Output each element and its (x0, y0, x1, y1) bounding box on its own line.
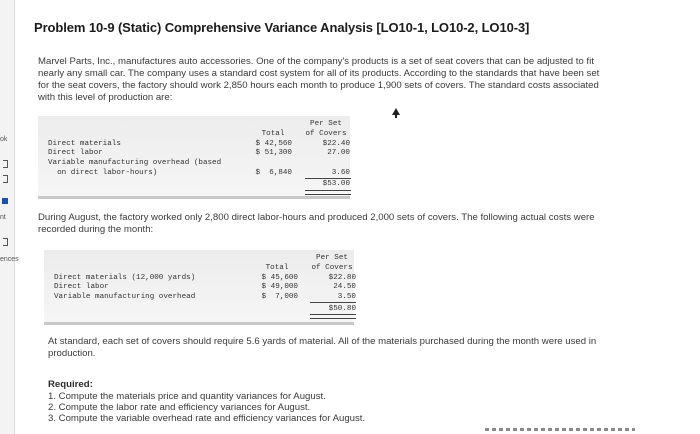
august-line: During August, the factory worked only 2,800 direct labor-hours and produced 2,000 sets of covers. The following actual costs were (38, 212, 595, 223)
sum-rule (305, 178, 351, 179)
col-header: of Covers (305, 129, 347, 138)
row-label: Direct materials (12,000 yards) (54, 273, 196, 282)
table-row (54, 293, 354, 303)
table-row (48, 140, 348, 150)
table-row (48, 159, 348, 169)
col-header: Total (265, 263, 289, 272)
sum-rule (310, 302, 356, 303)
row-label: Variable manufacturing overhead (based (48, 159, 222, 168)
page-title: Problem 10-9 (Static) Comprehensive Variance Analysis [LO10-1, LO10-2, LO10-3] (34, 20, 530, 35)
standard-note-line: production. (48, 348, 96, 359)
mouse-cursor-icon (392, 108, 400, 115)
row-total: $ 51,300 (255, 149, 292, 158)
intro-line: for the seat covers, the factory should work 2,850 hours each month to produce 1,900 sets of covers. The standard costs associated (38, 80, 599, 91)
row-per-set: 3.50 (337, 293, 356, 302)
required-heading: Required: (48, 379, 93, 390)
required-item: 2. Compute the labor rate and efficiency variances for August. (48, 402, 311, 413)
table-row (48, 169, 348, 179)
problem-page (20, 0, 692, 434)
standard-cost-table (48, 120, 348, 190)
col-header: Per Set (316, 254, 348, 262)
actual-table-divider (44, 322, 354, 325)
required-item: 1. Compute the materials price and quantity variances for August. (48, 391, 326, 402)
col-header: Per Set (310, 120, 342, 128)
double-rule (305, 190, 351, 195)
total-per-set: $53.00 (322, 179, 350, 188)
row-total: $ 45,600 (261, 273, 298, 282)
row-label: Direct materials (48, 139, 121, 148)
intro-line: with this level of production are: (38, 92, 173, 103)
rail-label-2[interactable]: nt (0, 214, 6, 221)
august-line: recorded during the month: (38, 224, 154, 235)
actual-cost-table (54, 254, 354, 315)
total-per-set: $50.80 (328, 304, 356, 313)
row-per-set: $22.40 (322, 139, 350, 148)
rail-marker-icon (2, 198, 8, 204)
row-total: $ 6,840 (255, 168, 292, 177)
table-total-row (48, 180, 348, 190)
rail-bracket-icon (3, 175, 8, 183)
row-total: $ 42,560 (255, 139, 292, 148)
standard-table-divider (38, 196, 350, 199)
required-item: 3. Compute the variable overhead rate and efficiency variances for August. (48, 413, 366, 424)
col-header: of Covers (311, 263, 353, 272)
standard-note-line: At standard, each set of covers should require 5.6 yards of material. All of the materials purchased during the month were used in (48, 336, 597, 347)
intro-line: Marvel Parts, Inc., manufactures auto accessories. One of the company's products is a set of seat covers that can be adjusted to fit (38, 56, 594, 67)
row-per-set: 3.60 (331, 168, 350, 177)
rail-label-1[interactable]: ok (0, 136, 8, 143)
row-label: on direct labor-hours) (48, 168, 158, 177)
double-rule (310, 314, 356, 319)
row-label: Variable manufacturing overhead (54, 293, 196, 302)
rail-bracket-icon (3, 160, 8, 168)
table-total-row (54, 305, 354, 315)
rail-bracket-icon (3, 238, 8, 246)
table-row (54, 274, 354, 284)
row-label: Direct labor (48, 149, 103, 158)
august-paragraph (38, 212, 668, 236)
cropped-tab-strip (485, 428, 635, 431)
left-navigation-rail (0, 0, 19, 434)
row-label: Direct labor (54, 283, 109, 292)
intro-paragraph (38, 56, 668, 104)
col-header: Total (261, 129, 285, 138)
row-total: $ 7,000 (261, 293, 298, 302)
row-per-set: 24.50 (333, 283, 356, 292)
standard-note-paragraph (48, 336, 678, 360)
row-total: $ 49,000 (261, 283, 298, 292)
intro-line: nearly any small car. The company uses a standard cost system for all of its products. According to the standards that have been set (38, 68, 600, 79)
table-row (48, 149, 348, 159)
row-per-set: 27.00 (327, 149, 350, 158)
table-row (54, 283, 354, 293)
row-per-set: $22.80 (328, 273, 356, 282)
rail-label-3[interactable]: ences (0, 256, 19, 263)
